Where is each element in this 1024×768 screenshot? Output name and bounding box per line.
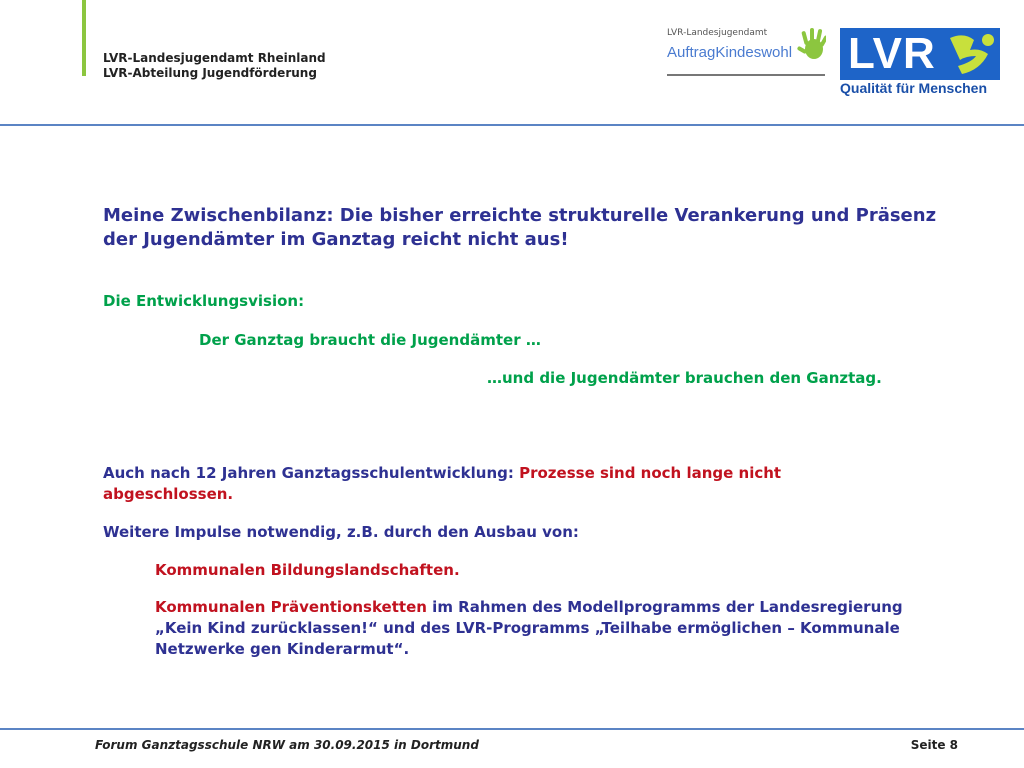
kindeswohl-logo-text: AuftragKindeswohl bbox=[667, 44, 793, 61]
kindeswohl-logo-small-text: LVR-Landesjugendamt bbox=[667, 28, 768, 38]
header-divider bbox=[0, 124, 1024, 126]
slide-heading: Meine Zwischenbilanz: Die bisher erreichte strukturelle Verankerung und Präsenz der Jugendämter im Ganztag reicht nicht aus! bbox=[103, 205, 937, 250]
list-item-2 bbox=[155, 597, 915, 660]
paragraph-1-highlight: Prozesse sind noch lange nicht abgeschlossen. bbox=[103, 464, 782, 503]
accent-bar bbox=[82, 0, 86, 76]
footer-divider bbox=[0, 728, 1024, 730]
list-item-1: Kommunalen Bildungslandschaften. bbox=[155, 561, 460, 579]
lvr-tagline: Qualität für Menschen bbox=[840, 80, 988, 96]
vision-line-2: …und die Jugendämter brauchen den Ganztag. bbox=[487, 369, 882, 387]
paragraph-1-lead: Auch nach 12 Jahren Ganztagsschulentwicklung: bbox=[103, 464, 514, 482]
organization-block bbox=[103, 51, 326, 81]
footer-event: Forum Ganztagsschule NRW am 30.09.2015 in Dortmund bbox=[95, 738, 479, 752]
org-line-1: LVR-Landesjugendamt Rheinland bbox=[103, 51, 326, 65]
list-item-2-text: im Rahmen des Modellprogramms der Landesregierung „Kein Kind zurücklassen!“ und des LVR-Programms „Teilhabe ermöglichen – Kommunale Netzwerke gen Kinderarmut“. bbox=[155, 598, 903, 658]
paragraph-1 bbox=[103, 463, 903, 505]
page-number: Seite 8 bbox=[910, 738, 958, 752]
list-item-2-highlight: Kommunalen Präventionsketten bbox=[155, 598, 427, 616]
vision-line-1: Der Ganztag braucht die Jugendämter … bbox=[199, 331, 541, 349]
org-line-2: LVR-Abteilung Jugendförderung bbox=[103, 66, 317, 80]
kindeswohl-logo-underline bbox=[667, 74, 825, 76]
vision-label: Die Entwicklungsvision: bbox=[103, 292, 305, 310]
paragraph-2: Weitere Impulse notwendig, z.B. durch den Ausbau von: bbox=[103, 523, 579, 541]
lvr-logo-text: LVR bbox=[848, 29, 936, 78]
lvr-face-icon bbox=[944, 30, 1000, 78]
